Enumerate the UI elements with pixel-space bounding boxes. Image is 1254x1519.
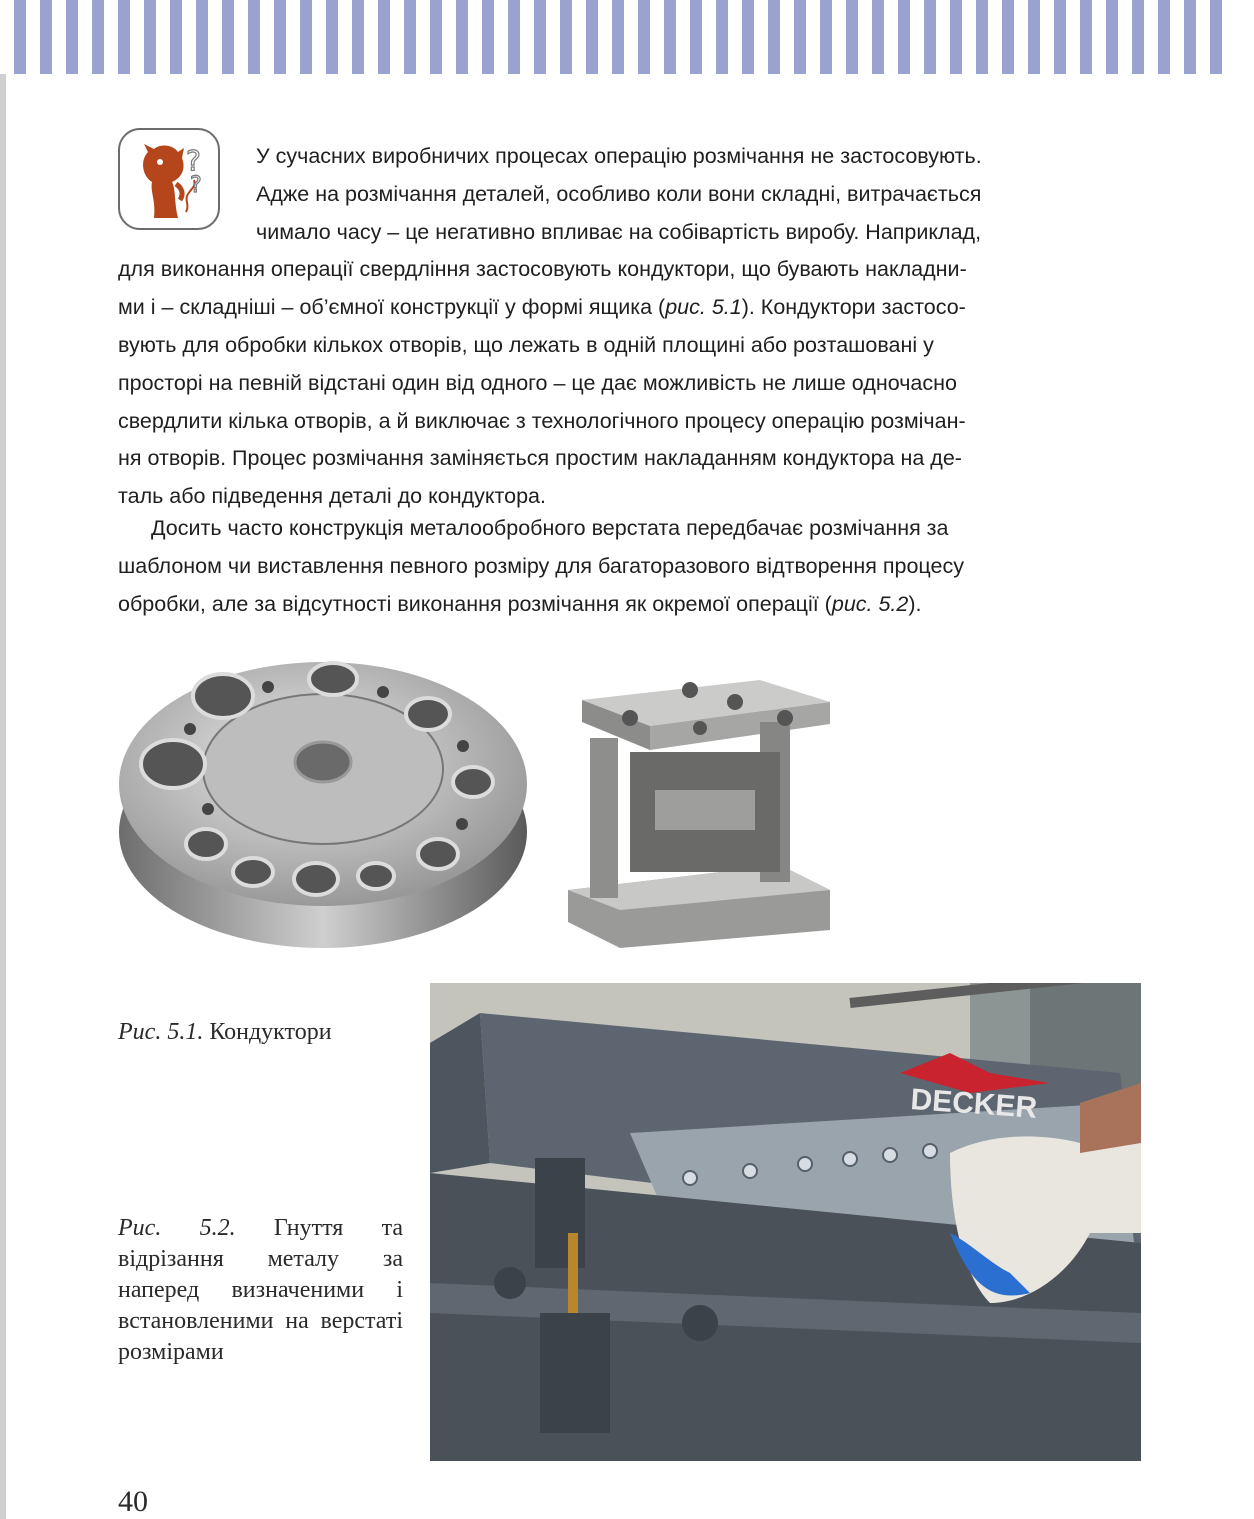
- page-number: 40: [118, 1485, 148, 1518]
- svg-text:?: ?: [186, 144, 201, 177]
- figure-ref-5-1: рис. 5.1: [665, 295, 742, 320]
- caption-figure-5-2: [118, 1213, 403, 1368]
- caption-figure-5-1: [118, 1017, 332, 1048]
- paragraph-machine: [118, 510, 1142, 623]
- stripes-mask-left: [0, 0, 8, 74]
- stripes-mask-right: [1232, 0, 1254, 74]
- text-line: ня отворів. Процес розмічання заміняється простим накладанням кондуктора на де-: [118, 446, 962, 471]
- bending-machine-photo: [430, 983, 1141, 1461]
- text-span: ми і – складніші – об’ємної конструкції у формі ящика (: [118, 295, 666, 320]
- box-jig-image: [560, 660, 836, 950]
- text-line: для виконання операції свердління застосовують кондуктори, що бувають накладни-: [118, 257, 967, 282]
- caption-label: Рис. 5.1.: [118, 1019, 204, 1045]
- caption-text: Гнуття та відрізання металу за наперед визначеними і встановленими на верстаті розмірами: [118, 1215, 403, 1365]
- text-line: Адже на розмічання деталей, особливо коли вони складні, витрачається: [256, 181, 982, 206]
- text-line: [118, 289, 1142, 327]
- text-line: вують для обробки кількох отворів, що лежать в одній площині або розташовані у: [118, 332, 934, 357]
- text-span: ).: [908, 591, 922, 616]
- text-line: таль або підведення деталі до кондуктора.: [118, 484, 546, 509]
- text-line: Досить часто конструкція металообробного верстата передбачає розмічання за: [151, 516, 949, 540]
- text-line: свердлити кілька отворів, а й виключає з технологічного процесу операцію розмічан-: [118, 408, 966, 433]
- paragraph-intro: [118, 138, 1142, 516]
- caption-label: Рис. 5.2.: [118, 1215, 236, 1241]
- figure-ref-5-2: рис. 5.2: [831, 591, 909, 616]
- text-span: ). Кондуктори застосо-: [741, 295, 966, 320]
- text-line: У сучасних виробничих процесах операцію розмічання не застосовують.: [256, 144, 982, 168]
- text-line: чимало часу – це негативно впливає на собівартість виробу. Наприклад,: [256, 219, 982, 244]
- round-jig-image: [118, 654, 528, 950]
- text-line: [118, 586, 1142, 624]
- text-span: обробки, але за відсутності виконання розмічання як окремої операції (: [118, 591, 832, 616]
- decker-logo: DECKER: [909, 1083, 1039, 1125]
- header-stripes: [0, 0, 1254, 74]
- svg-text:?: ?: [190, 173, 202, 198]
- text-line: просторі на певній відстані один від одного – це дає можливість не лише одночасно: [118, 370, 957, 395]
- text-line: шаблоном чи виставлення певного розміру для багаторазового відтворення процесу: [118, 553, 964, 578]
- caption-text: Кондуктори: [203, 1019, 332, 1045]
- page-edge: [0, 0, 6, 1519]
